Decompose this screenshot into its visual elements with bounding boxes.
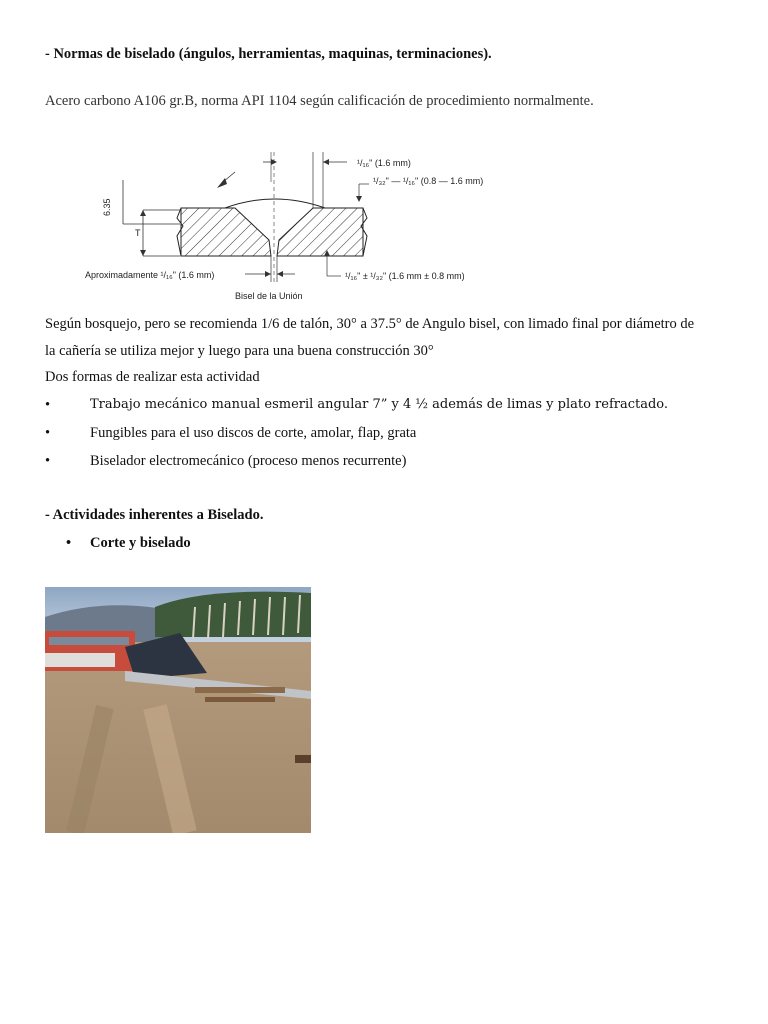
bullet-text: Trabajo mecánico manual esmeril angular 7” y 4 ½ además de limas y plato refractado.: [90, 397, 669, 412]
left-plate: [181, 208, 271, 256]
right-plate: [277, 208, 363, 256]
bullet-symbol: •: [45, 453, 51, 469]
paragraph-2: Dos formas de realizar esta actividad: [45, 369, 260, 385]
bullet-symbol: •: [45, 397, 51, 413]
intro-text: Acero carbono A106 gr.B, norma API 1104 según calificación de procedimiento normalmente.: [45, 93, 594, 109]
bullet-text: Fungibles para el uso discos de corte, amolar, flap, grata: [90, 425, 417, 441]
bullet-symbol: •: [45, 425, 51, 441]
bullet-item: [45, 453, 725, 473]
label-top-1: ¹/₁₆" (1.6 mm): [357, 158, 411, 168]
paragraph-line-1: Según bosquejo, pero se recomienda 1/6 de talón, 30° a 37.5° de Angulo bisel, con limado final por diámetro de: [45, 316, 695, 332]
bevel-diagram: [85, 152, 525, 304]
label-bottom-left: Aproximadamente ¹/₁₆" (1.6 mm): [85, 270, 215, 280]
diagram-caption: Bisel de la Unión: [235, 291, 303, 301]
bullet-symbol: •: [66, 535, 72, 551]
bullet-item: [45, 425, 725, 445]
heading-normas: - Normas de biselado (ángulos, herramientas, maquinas, terminaciones).: [45, 46, 492, 62]
sub-bullet-item: [66, 535, 366, 555]
weld-cap: [225, 199, 325, 208]
site-photo: [45, 587, 311, 833]
label-top-2: ¹/₃₂" — ¹/₁₆" (0.8 — 1.6 mm): [373, 176, 484, 186]
label-bottom-right: ¹/₁₆" ± ¹/₃₂" (1.6 mm ± 0.8 mm): [345, 271, 465, 281]
bullet-text: Biselador electromecánico (proceso menos recurrente): [90, 453, 407, 469]
sub-bullet-text: Corte y biselado: [90, 535, 191, 551]
bullet-item: [45, 397, 725, 417]
dim-635-label: 6.35: [102, 198, 112, 216]
heading-actividades: - Actividades inherentes a Biselado.: [45, 507, 264, 523]
paragraph-line-2: la cañería se utiliza mejor y luego para una buena construcción 30°: [45, 343, 434, 359]
dim-t-label: T: [135, 228, 141, 238]
